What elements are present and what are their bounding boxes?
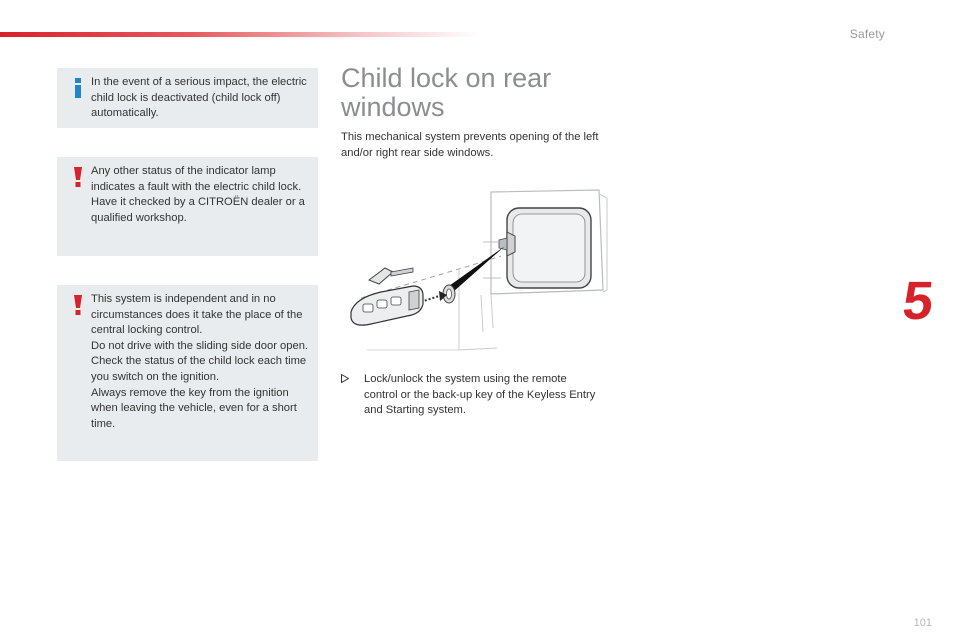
info-icon [71,78,85,98]
chapter-number: 5 [899,271,937,331]
exclamation-icon [71,295,85,315]
exclamation-icon [71,167,85,187]
page-title: Child lock on rear windows [341,63,552,122]
child-lock-illustration [341,180,609,365]
warning-note-line: Check the status of the child lock each time you switch on the ignition. [91,355,307,383]
warning-note-line: Do not drive with the sliding side door open. [91,339,309,352]
warning-note-system-independent [57,285,318,461]
info-note [57,68,318,128]
warning-note-indicator-fault [57,157,318,256]
header-accent-bar [0,32,480,37]
page-number: 101 [913,617,932,629]
instruction-step [341,372,599,419]
warning-note-line: Have it checked by a CITROËN dealer or a qualified workshop. [91,196,305,224]
bullet-triangle-icon [341,374,349,383]
instruction-step-text: Lock/unlock the system using the remote control or the back-up key of the Keyless Entry and Starting system. [364,373,596,417]
warning-note-line: This system is independent and in no circumstances does it take the place of the central locking control. [91,293,303,337]
warning-note-line: Always remove the key from the ignition when leaving the vehicle, even for a short time. [91,386,297,430]
warning-note-line: Any other status of the indicator lamp indicates a fault with the electric child lock. [91,165,302,193]
intro-paragraph: This mechanical system prevents opening of the left and/or right rear side windows. [341,131,599,159]
section-name: Safety [849,27,885,41]
info-note-text: In the event of a serious impact, the electric child lock is deactivated (child lock off) automatically. [91,76,307,120]
